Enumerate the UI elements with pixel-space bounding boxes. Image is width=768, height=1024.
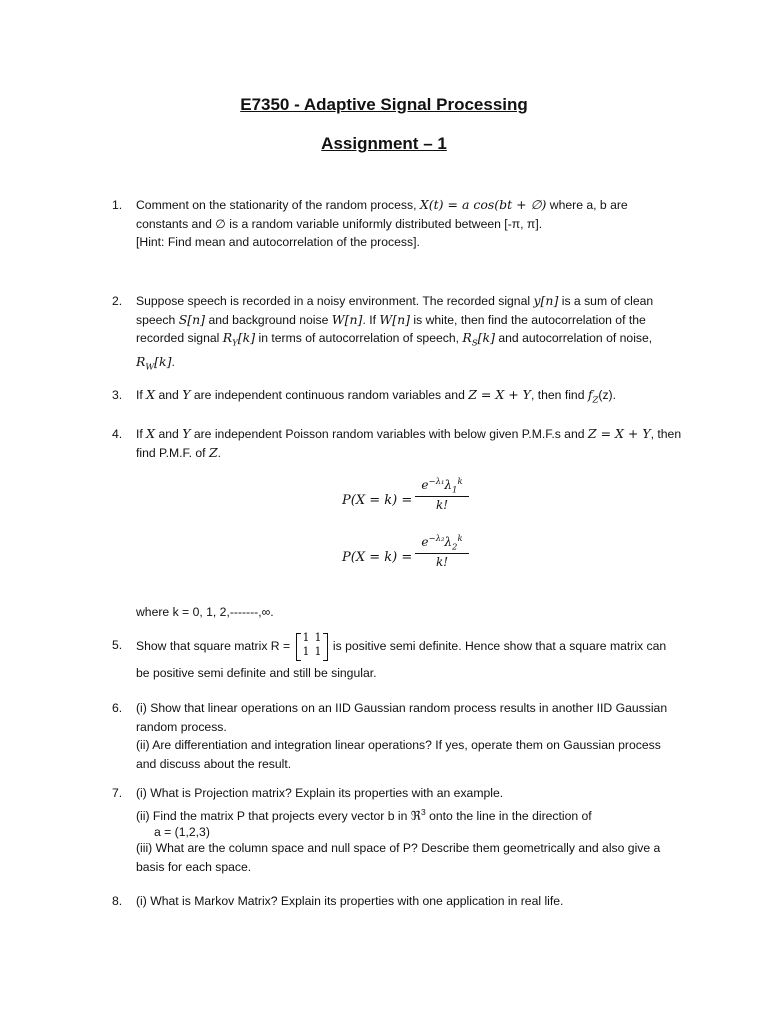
question-number: 7. xyxy=(112,786,123,800)
question-text: be positive semi definite and still be singular. xyxy=(136,666,377,680)
question-text: and autocorrelation of noise, xyxy=(494,331,653,345)
fraction-numerator: $e^{-\lambda_1}\lambda_1^k$ xyxy=(415,477,469,497)
fraction xyxy=(415,534,469,569)
math-expression: Z = X + Y xyxy=(468,387,531,402)
fraction xyxy=(415,477,469,512)
math-expression: Z xyxy=(208,444,218,460)
question-part: a = (1,2,3) xyxy=(154,825,210,840)
question-text: , then find xyxy=(530,388,588,402)
math-expression: $f_Z$ xyxy=(587,387,599,406)
math-expression: $R_Y[k]$ xyxy=(222,330,256,349)
matrix-r xyxy=(296,633,328,661)
question-3 xyxy=(112,386,682,410)
math-expression: W[n] xyxy=(379,311,411,327)
hint-text: [Hint: Find mean and autocorrelation of the process]. xyxy=(136,235,420,249)
math-expression: y[n] xyxy=(533,293,559,308)
question-part: (ii) Find the matrix P that projects every vector b in ℜ$^3$ onto the line in the direction of xyxy=(136,806,592,823)
question-number: 3. xyxy=(112,388,123,402)
question-text: If xyxy=(136,388,147,402)
assignment-title: Assignment – 1 xyxy=(321,134,447,153)
question-text: (z). xyxy=(598,388,617,402)
question-2 xyxy=(112,292,682,377)
math-expression: X xyxy=(146,426,156,441)
question-text: , then find P.M.F. of xyxy=(136,427,682,460)
question-text: . xyxy=(171,355,175,369)
fraction-denominator: k! xyxy=(435,498,449,513)
math-expression: Z = X + Y xyxy=(587,426,651,441)
matrix-cell: 1 xyxy=(314,645,322,658)
question-part: (i) What is Markov Matrix? Explain its properties with one application in real life. xyxy=(136,894,564,908)
math-expression: $R_W[k]$ xyxy=(136,354,172,373)
math-expression: S[n] xyxy=(178,311,206,327)
question-part: (i) What is Projection matrix? Explain its properties with an example. xyxy=(136,786,504,800)
question-7 xyxy=(112,784,682,876)
question-number: 4. xyxy=(112,427,123,441)
question-text: If xyxy=(136,427,147,441)
fraction-denominator: k! xyxy=(435,555,449,570)
question-text: . xyxy=(217,445,222,460)
equation-lhs: P(X = k) = xyxy=(342,493,413,508)
question-number: 5. xyxy=(112,638,123,652)
question-4 xyxy=(112,425,682,462)
math-expression: Y xyxy=(182,426,191,441)
math-expression: W[n] xyxy=(331,311,363,327)
question-text: and background noise xyxy=(205,312,332,327)
equation-lhs: P(X = k) = xyxy=(342,550,413,565)
real-numbers-symbol: ℜ xyxy=(410,807,421,823)
question-number: 1. xyxy=(112,198,123,212)
question-8 xyxy=(112,892,682,911)
question-text: is a sum of clean speech xyxy=(136,294,654,327)
question-6 xyxy=(112,699,682,773)
question-text: . If xyxy=(362,312,380,327)
question-text: in terms of autocorrelation of speech, xyxy=(255,331,463,345)
math-expression: Y xyxy=(182,387,191,402)
question-text: and xyxy=(155,427,183,441)
question-text: and xyxy=(155,388,183,402)
question-4-where xyxy=(112,603,682,622)
math-expression: X xyxy=(146,387,156,402)
question-1 xyxy=(112,196,682,252)
question-text: Show that square matrix R = xyxy=(136,639,294,654)
question-part: (iii) What are the column space and null space of P? Describe them geometrically and also give a basis for each space. xyxy=(136,841,661,874)
question-text: Suppose speech is recorded in a noisy environment. The recorded signal xyxy=(136,294,534,308)
question-text: are independent continuous random variables and xyxy=(190,388,469,402)
matrix-cell: 1 xyxy=(302,631,310,644)
math-expression: $R_S[k]$ xyxy=(462,330,495,349)
question-text: Comment on the stationarity of the random process, xyxy=(136,198,420,212)
question-part: (ii) Are differentiation and integration linear operations? If yes, operate them on Gaussian process and discuss about the result. xyxy=(136,738,661,771)
question-part: (i) Show that linear operations on an IID Gaussian random process results in another IID Gaussian random process. xyxy=(136,701,668,734)
math-expression: X(t) = a cos(bt + ∅) xyxy=(419,197,547,212)
question-text: where k = 0, 1, 2,-------,∞. xyxy=(136,605,274,619)
question-number: 6. xyxy=(112,701,123,715)
matrix-cell: 1 xyxy=(314,631,322,644)
question-number: 2. xyxy=(112,294,123,308)
question-5 xyxy=(112,633,682,685)
question-text: is positive semi definite. Hence show that a square matrix can xyxy=(329,639,667,654)
question-text: where a, b are constants and ∅ is a random variable uniformly distributed between [-π, π]. xyxy=(136,198,628,231)
question-text: is white, then find the autocorrelation of the recorded signal xyxy=(136,312,646,345)
fraction-numerator: $e^{-\lambda_2}\lambda_2^k$ xyxy=(415,534,469,554)
question-text: are independent Poisson random variables with below given P.M.F.s and xyxy=(190,427,588,441)
question-number: 8. xyxy=(112,894,123,908)
course-title: E7350 - Adaptive Signal Processing xyxy=(240,95,528,114)
matrix-cell: 1 xyxy=(302,645,310,658)
